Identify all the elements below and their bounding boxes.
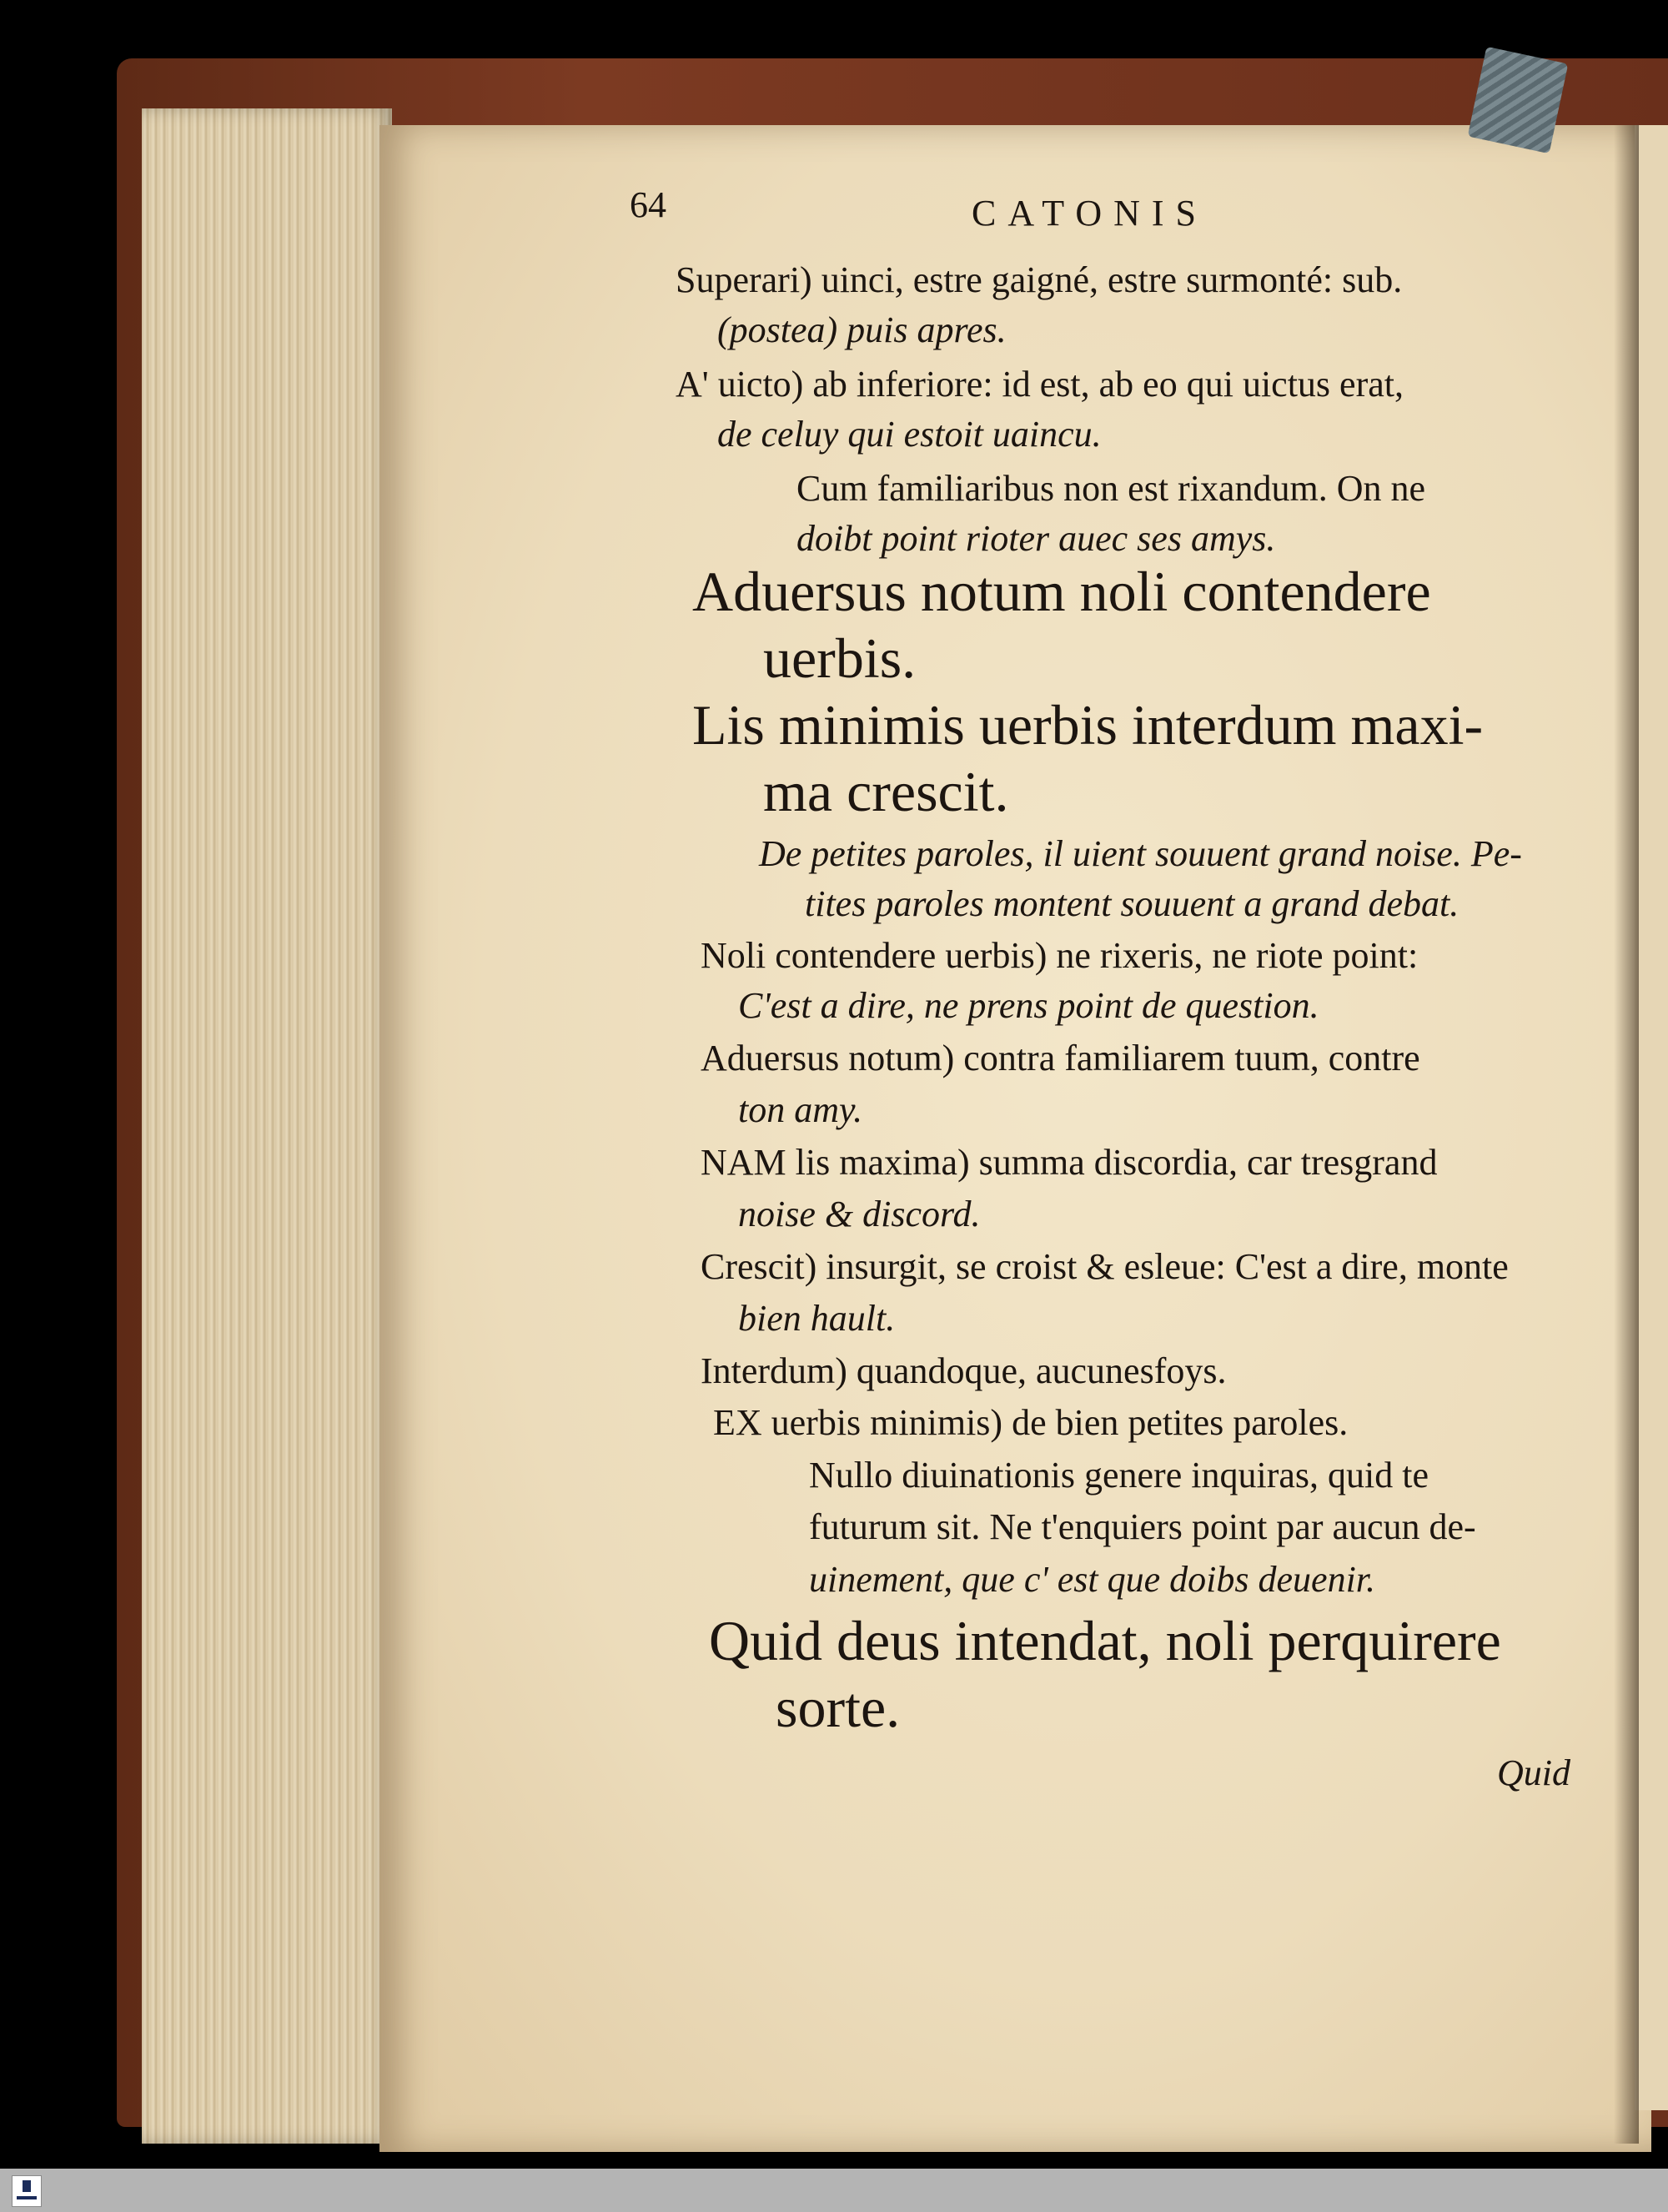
text-line: tites paroles montent souuent a grand debat. xyxy=(805,883,1460,924)
viewer-footer-bar xyxy=(0,2169,1668,2212)
text-line: doibt point rioter auec ses amys. xyxy=(796,518,1276,559)
text-line: NAM lis maxima) summa discordia, car tresgrand xyxy=(701,1142,1438,1183)
text-line: Superari) uinci, estre gaigné, estre surmonté: sub. xyxy=(676,259,1403,300)
text-line: Cum familiaribus non est rixandum. On ne xyxy=(796,468,1425,509)
verse-line: Aduersus notum noli contendere xyxy=(692,560,1431,623)
text-line: uinement, que c' est que doibs deuenir. xyxy=(809,1559,1376,1600)
running-head: CATONIS xyxy=(972,193,1208,234)
text-line: ton amy. xyxy=(738,1089,863,1130)
library-logo-icon xyxy=(12,2175,42,2207)
page-number: 64 xyxy=(630,184,666,225)
text-line: C'est a dire, ne prens point de question. xyxy=(738,985,1319,1026)
text-line: futurum sit. Ne t'enquiers point par aucun de- xyxy=(809,1506,1476,1547)
verse-line: Lis minimis uerbis interdum maxi- xyxy=(692,693,1484,757)
text-line: bien hault. xyxy=(738,1298,896,1339)
catchword: Quid xyxy=(1497,1752,1570,1793)
text-line: A' uicto) ab inferiore: id est, ab eo qui uictus erat, xyxy=(676,364,1404,405)
page-text xyxy=(379,125,1651,2152)
text-line: Aduersus notum) contra familiarem tuum, contre xyxy=(701,1038,1420,1078)
verse-line: uerbis. xyxy=(763,626,917,690)
text-line: (postea) puis apres. xyxy=(717,309,1007,350)
verse-line: Quid deus intendat, noli perquirere xyxy=(709,1609,1501,1672)
text-line: Noli contendere uerbis) ne rixeris, ne riote point: xyxy=(701,935,1419,976)
text-line: EX uerbis minimis) de bien petites paroles. xyxy=(713,1402,1349,1443)
text-line: De petites paroles, il uient souuent grand noise. Pe- xyxy=(759,833,1522,874)
text-line: Nullo diuinationis genere inquiras, quid te xyxy=(809,1455,1429,1496)
text-line: Crescit) insurgit, se croist & esleue: C'est a dire, monte xyxy=(701,1246,1509,1287)
text-line: noise & discord. xyxy=(738,1194,981,1234)
verse-line: sorte. xyxy=(776,1676,901,1739)
verse-line: ma crescit. xyxy=(763,760,1009,823)
page-edges xyxy=(142,108,392,2144)
text-line: Interdum) quandoque, aucunesfoys. xyxy=(701,1350,1227,1391)
text-line: de celuy qui estoit uaincu. xyxy=(717,414,1102,455)
